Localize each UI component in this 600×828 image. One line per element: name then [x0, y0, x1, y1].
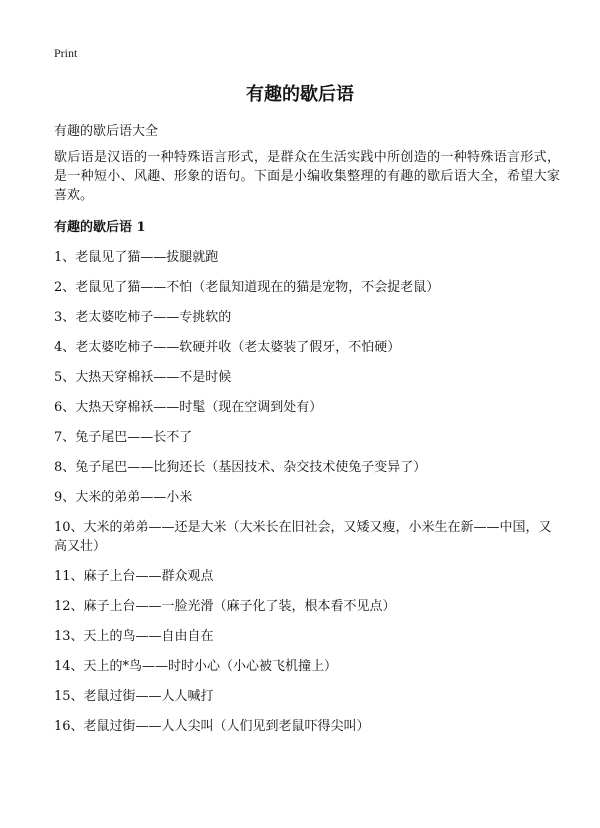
list-item: 3、老太婆吃柿子——专挑软的 [54, 310, 232, 325]
list-item: 7、兔子尾巴——长不了 [54, 430, 193, 445]
list-item: 8、兔子尾巴——比狗还长（基因技术、杂交技术使兔子变异了） [54, 460, 427, 475]
section-heading: 有趣的歇后语 1 [54, 220, 146, 235]
list-item: 13、天上的鸟——自由自在 [54, 629, 214, 644]
list-item: 11、麻子上台——群众观点 [54, 569, 214, 584]
list-item: 1、老鼠见了猫——拔腿就跑 [54, 250, 219, 265]
list-item: 10、大米的弟弟——还是大米（大米长在旧社会，又矮又瘦，小米生在新——中国，又高又壮） [54, 520, 552, 554]
list-item: 9、大米的弟弟——小米 [54, 490, 193, 505]
page-subtitle: 有趣的歇后语大全 [54, 124, 159, 139]
print-link[interactable]: Print [54, 46, 78, 60]
list-item: 6、大热天穿棉袄——时髦（现在空调到处有） [54, 400, 323, 415]
list-item: 12、麻子上台——一脸光滑（麻子化了装，根本看不见点） [54, 599, 396, 614]
list-item: 2、老鼠见了猫——不怕（老鼠知道现在的猫是宠物，不会捉老鼠） [54, 280, 440, 295]
intro-paragraph: 歇后语是汉语的一种特殊语言形式，是群众在生活实践中所创造的一种特殊语言形式，是一种短小、风趣、形象的语句。下面是小编收集整理的有趣的歇后语大全，希望大家喜欢。 [54, 150, 560, 203]
list-item: 14、天上的*鸟——时时小心（小心被飞机撞上） [54, 659, 338, 674]
page-title: 有趣的歇后语 [246, 84, 354, 105]
list-item: 4、老太婆吃柿子——软硬并收（老太婆装了假牙，不怕硬） [54, 340, 401, 355]
list-item: 15、老鼠过街——人人喊打 [54, 689, 214, 704]
list-item: 16、老鼠过街——人人尖叫（人们见到老鼠吓得尖叫） [54, 719, 370, 734]
list-item: 5、大热天穿棉袄——不是时候 [54, 370, 232, 385]
proverb-list [54, 248, 554, 747]
